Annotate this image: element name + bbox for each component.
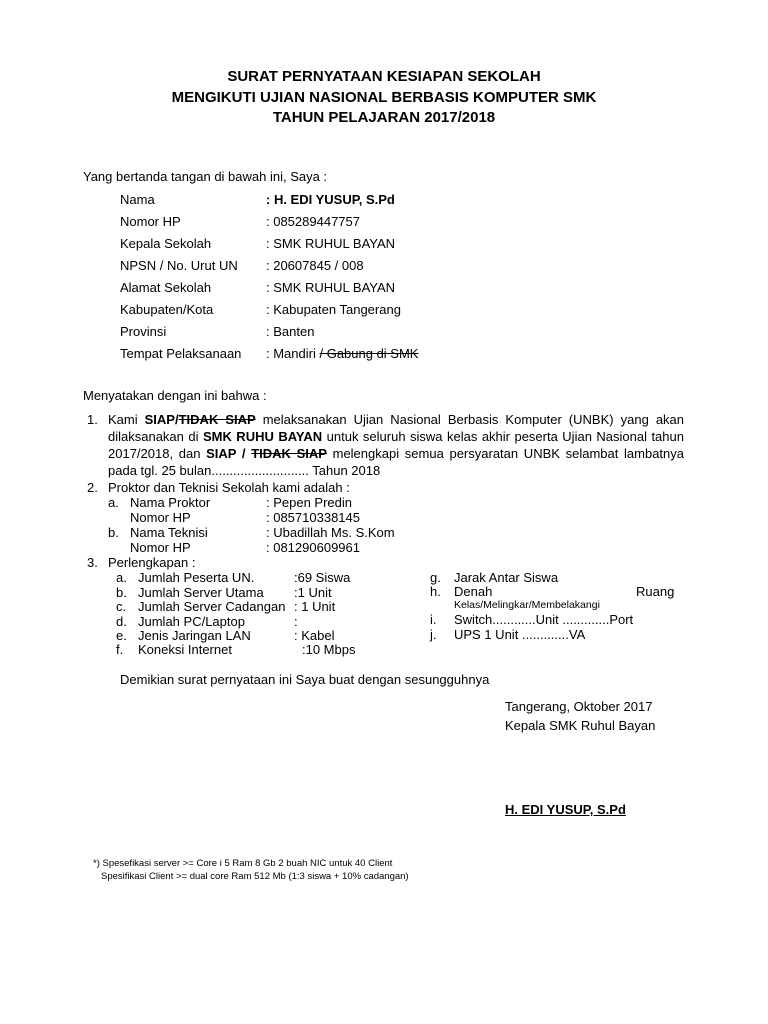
identity-value: : SMK RUHUL BAYAN: [266, 280, 396, 295]
item-mark: a.: [116, 570, 127, 585]
item-label: Jumlah Server Utama: [138, 585, 264, 600]
point-number: 3.: [87, 555, 98, 570]
item-label: Jenis Jaringan LAN: [138, 628, 251, 643]
point-number: 1.: [87, 412, 98, 427]
identity-label: Provinsi: [120, 324, 167, 339]
point-2-heading: Proktor dan Teknisi Sekolah kami adalah :: [108, 480, 350, 495]
title-line-3: TAHUN PELAJARAN 2017/2018: [272, 109, 496, 126]
item-label: Jumlah PC/Laptop: [138, 614, 245, 629]
item-label: Jumlah Peserta UN.: [138, 570, 255, 585]
identity-label: Alamat Sekolah: [120, 280, 212, 295]
point-3-heading: Perlengkapan :: [108, 555, 196, 570]
row-label: Nomor HP: [130, 510, 191, 525]
identity-value: : 085289447757: [266, 214, 360, 229]
closing-text: Demikian surat pernyataan ini Saya buat dengan sesungguhnya: [120, 672, 490, 687]
row-value: : Ubadillah Ms. S.Kom: [266, 525, 395, 540]
row-mark: a.: [108, 495, 119, 510]
identity-label: NPSN / No. Urut UN: [120, 258, 238, 273]
signature-position: Kepala SMK Ruhul Bayan: [505, 718, 656, 733]
venue-selected: : Mandiri: [266, 346, 316, 361]
item-mark: j.: [430, 627, 437, 642]
signature-name: H. EDI YUSUP, S.Pd: [505, 802, 626, 817]
text-run: melaksanakan Ujian Nasional Berbasis Komputer (UNBK) yang akan dilaksanakan di: [108, 412, 685, 444]
row-value: : 081290609961: [266, 540, 360, 555]
item-mark: c.: [116, 599, 127, 614]
point-1-paragraph: [108, 411, 684, 479]
text-run: /: [236, 446, 252, 461]
item-value: :69 Siswa: [294, 570, 351, 585]
intro-text: Yang bertanda tangan di bawah ini, Saya :: [83, 169, 328, 184]
statement-intro: Menyatakan dengan ini bahwa :: [83, 388, 267, 403]
text-run: untuk seluruh siswa kelas akhir peserta Ujian Nasional tahun 2017/2018, dan: [108, 429, 684, 461]
item-value: : Kabel: [294, 628, 335, 643]
item-label: Denah: [454, 584, 493, 599]
identity-value: : 20607845 / 008: [266, 258, 364, 273]
row-label: Nomor HP: [130, 540, 191, 555]
title-line-2: MENGIKUTI UJIAN NASIONAL BERBASIS KOMPUTER SMK: [171, 89, 597, 106]
item-mark: f.: [116, 642, 124, 657]
item-label: Jarak Antar Siswa: [454, 570, 559, 585]
school-name: SMK RUHU BAYAN: [202, 429, 323, 444]
row-label: Nama Proktor: [130, 495, 211, 510]
identity-label: Nomor HP: [120, 214, 181, 229]
item-label: Koneksi Internet: [138, 642, 232, 657]
text-run: Kami: [108, 412, 145, 427]
point-number: 2.: [87, 480, 98, 495]
row-mark: b.: [108, 525, 119, 540]
item-mark: g.: [430, 570, 441, 585]
text-run: /: [174, 412, 179, 427]
identity-label: Tempat Pelaksanaan: [120, 346, 242, 361]
tidak-siap-struck: TIDAK SIAP: [178, 412, 256, 427]
tidak-siap-struck: TIDAK SIAP: [251, 446, 327, 461]
footnote-line-1: *) Spesefikasi server >= Core i 5 Ram 8 Gb 2 buah NIC untuk 40 Client: [93, 858, 393, 869]
item-value: :: [294, 614, 298, 629]
siap-option: SIAP: [206, 446, 237, 461]
item-mark: h.: [430, 584, 441, 599]
identity-value: [266, 346, 418, 361]
item-mark: e.: [116, 628, 127, 643]
item-sublabel: Kelas/Melingkar/Membelakangi: [454, 599, 600, 611]
identity-label: Nama: [120, 192, 155, 207]
identity-label: Kepala Sekolah: [120, 236, 212, 251]
item-value: : 1 Unit: [294, 599, 336, 614]
footnote-line-2: Spesifikasi Client >= dual core Ram 512 Mb (1:3 siswa + 10% cadangan): [101, 871, 409, 882]
identity-value: : H. EDI YUSUP, S.Pd: [266, 192, 395, 207]
item-mark: d.: [116, 614, 127, 629]
identity-value: : Banten: [266, 324, 315, 339]
row-value: : 085710338145: [266, 510, 360, 525]
venue-struck-option: / Gabung di SMK: [319, 346, 419, 361]
identity-value: : SMK RUHUL BAYAN: [266, 236, 396, 251]
item-mark: i.: [430, 612, 437, 627]
item-value: :10 Mbps: [302, 642, 356, 657]
row-value: : Pepen Predin: [266, 495, 353, 510]
signature-place-date: Tangerang, Oktober 2017: [505, 699, 653, 714]
siap-option: SIAP: [144, 412, 175, 427]
title-line-1: SURAT PERNYATAAN KESIAPAN SEKOLAH: [227, 68, 541, 85]
row-label: Nama Teknisi: [130, 525, 208, 540]
item-mark: b.: [116, 585, 127, 600]
identity-value: : Kabupaten Tangerang: [266, 302, 401, 317]
item-label: Ruang: [636, 584, 675, 599]
item-label: Switch............Unit .............Port: [454, 612, 634, 627]
item-value: :1 Unit: [294, 585, 332, 600]
item-label: Jumlah Server Cadangan: [138, 599, 286, 614]
item-label: UPS 1 Unit .............VA: [454, 627, 586, 642]
text-run: melengkapi semua persyaratan UNBK selambat lambatnya pada tgl. 25 bulan........................... Tahun 2018: [108, 446, 685, 478]
identity-label: Kabupaten/Kota: [120, 302, 214, 317]
